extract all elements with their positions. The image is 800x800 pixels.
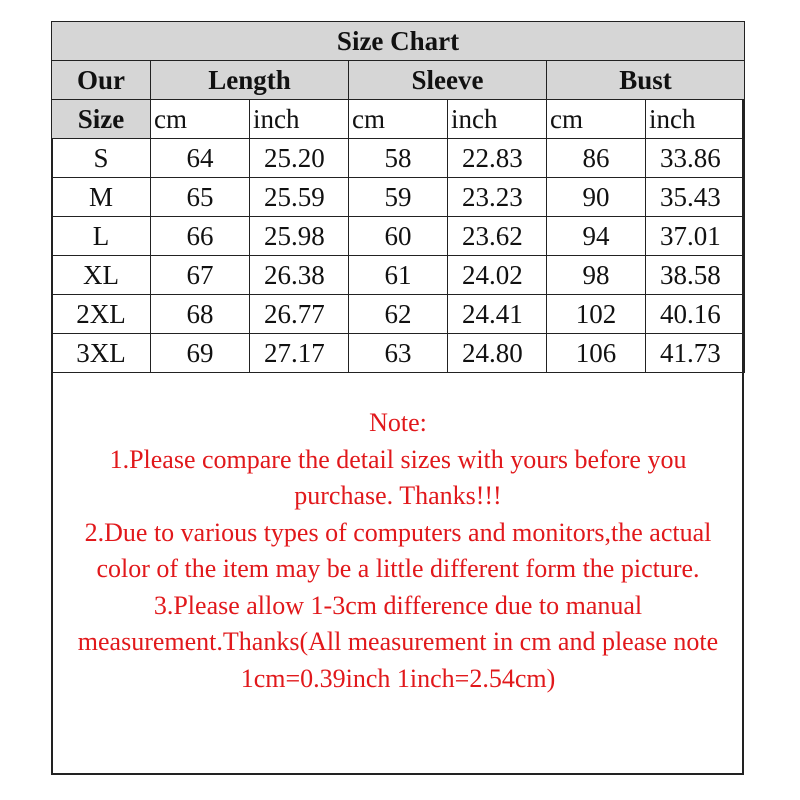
unit-length-inch: inch [250,100,349,139]
unit-length-cm: cm [151,100,250,139]
header-our: Our [52,61,151,100]
value-cell: 64 [151,139,250,178]
unit-bust-cm: cm [547,100,646,139]
value-cell: 25.98 [250,217,349,256]
value-cell: 94 [547,217,646,256]
header-sleeve: Sleeve [349,61,547,100]
value-cell: 69 [151,334,250,373]
value-cell: 106 [547,334,646,373]
value-cell: 90 [547,178,646,217]
value-cell: 37.01 [646,217,745,256]
value-cell: 65 [151,178,250,217]
size-chart-table [51,21,745,373]
value-cell: 58 [349,139,448,178]
note-line-1: 1.Please compare the detail sizes with yours before you purchase. Thanks!!! [109,444,687,510]
table-row [52,256,745,295]
value-cell: 86 [547,139,646,178]
size-cell: S [52,139,151,178]
value-cell: 62 [349,295,448,334]
note-line-2: 2.Due to various types of computers and monitors,the actual color of the item may be a little different form the picture. [84,517,712,583]
table-row [52,217,745,256]
unit-bust-inch: inch [646,100,745,139]
unit-sleeve-cm: cm [349,100,448,139]
value-cell: 24.41 [448,295,547,334]
value-cell: 61 [349,256,448,295]
value-cell: 23.23 [448,178,547,217]
chart-title: Size Chart [52,22,745,61]
size-cell: L [52,217,151,256]
size-cell: 3XL [52,334,151,373]
header-length: Length [151,61,349,100]
value-cell: 24.02 [448,256,547,295]
unit-sleeve-inch: inch [448,100,547,139]
value-cell: 26.77 [250,295,349,334]
table-row [52,334,745,373]
value-cell: 67 [151,256,250,295]
value-cell: 25.59 [250,178,349,217]
value-cell: 35.43 [646,178,745,217]
note-line-3: 3.Please allow 1-3cm difference due to manual measurement.Thanks(All measurement in cm and please note 1cm=0.39inch 1inch=2.54cm) [77,590,719,693]
value-cell: 102 [547,295,646,334]
size-cell: XL [52,256,151,295]
value-cell: 24.80 [448,334,547,373]
value-cell: 25.20 [250,139,349,178]
value-cell: 22.83 [448,139,547,178]
table-row [52,178,745,217]
value-cell: 40.16 [646,295,745,334]
value-cell: 23.62 [448,217,547,256]
value-cell: 27.17 [250,334,349,373]
value-cell: 59 [349,178,448,217]
value-cell: 66 [151,217,250,256]
value-cell: 26.38 [250,256,349,295]
value-cell: 33.86 [646,139,745,178]
header-bust: Bust [547,61,745,100]
header-size: Size [52,100,151,139]
value-cell: 68 [151,295,250,334]
size-cell: M [52,178,151,217]
table-row [52,139,745,178]
table-row [52,295,745,334]
note-block [60,405,736,697]
value-cell: 63 [349,334,448,373]
value-cell: 38.58 [646,256,745,295]
value-cell: 41.73 [646,334,745,373]
value-cell: 60 [349,217,448,256]
note-heading: Note: [369,408,427,437]
value-cell: 98 [547,256,646,295]
size-cell: 2XL [52,295,151,334]
